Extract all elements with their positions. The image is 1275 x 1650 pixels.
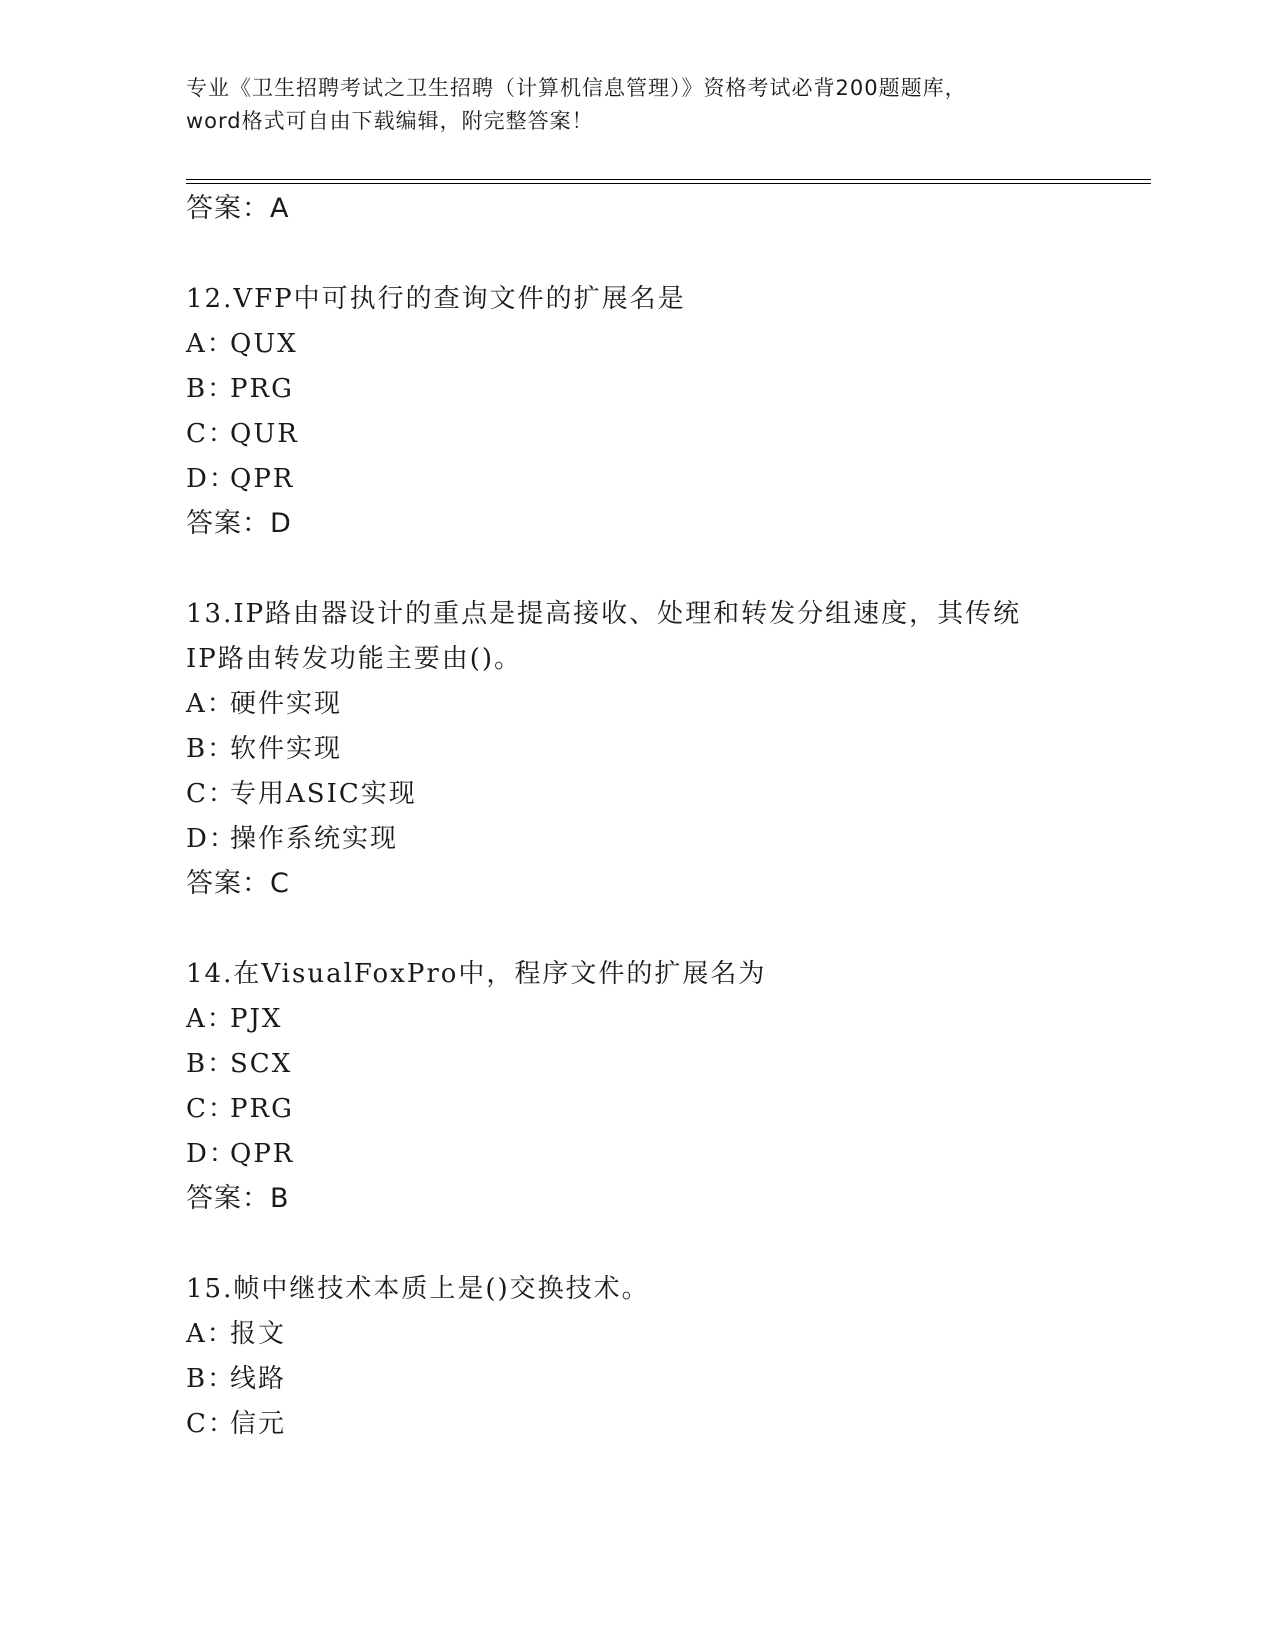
option-letter: B： bbox=[186, 1049, 236, 1079]
question-13-option-c bbox=[186, 779, 417, 809]
answer-previous: 答案：A bbox=[186, 193, 290, 224]
option-letter: B： bbox=[186, 1364, 236, 1394]
question-14-answer: 答案：B bbox=[186, 1183, 290, 1214]
question-13-title-line-2: IP路由转发功能主要由()。 bbox=[186, 644, 523, 674]
option-text: QPR bbox=[230, 1139, 295, 1169]
question-13-answer: 答案：C bbox=[186, 868, 290, 899]
question-14-option-b bbox=[186, 1049, 292, 1079]
question-13-option-d bbox=[186, 824, 398, 854]
option-text: 操作系统实现 bbox=[230, 824, 399, 854]
option-text: QPR bbox=[230, 464, 295, 494]
option-text: 线路 bbox=[230, 1364, 287, 1394]
question-12-title: 12.VFP中可执行的查询文件的扩展名是 bbox=[186, 284, 686, 314]
option-letter: B： bbox=[186, 734, 236, 764]
option-text: SCX bbox=[230, 1049, 293, 1079]
question-12-option-b bbox=[186, 374, 294, 404]
question-15-title: 15.帧中继技术本质上是()交换技术。 bbox=[186, 1274, 650, 1304]
question-14-option-c bbox=[186, 1094, 294, 1124]
option-text: 专用ASIC实现 bbox=[230, 779, 417, 809]
question-12-option-a bbox=[186, 329, 298, 359]
option-letter: D： bbox=[186, 824, 237, 854]
option-letter: D： bbox=[186, 464, 237, 494]
question-13-title-line-1: 13.IP路由器设计的重点是提高接收、处理和转发分组速度，其传统 bbox=[186, 599, 1022, 629]
option-letter: A： bbox=[186, 1319, 235, 1349]
header-line-2: word格式可自由下载编辑，附完整答案！ bbox=[186, 109, 594, 133]
option-letter: A： bbox=[186, 329, 235, 359]
question-13-option-a bbox=[186, 689, 342, 719]
option-text: 硬件实现 bbox=[230, 689, 343, 719]
option-letter: C： bbox=[186, 1094, 236, 1124]
option-text: 软件实现 bbox=[230, 734, 343, 764]
option-text: 信元 bbox=[230, 1409, 287, 1439]
header-divider-bottom bbox=[186, 183, 1151, 184]
option-text: QUR bbox=[230, 419, 299, 449]
question-12-answer: 答案：D bbox=[186, 508, 292, 539]
option-text: PRG bbox=[230, 1094, 294, 1124]
question-15-option-b bbox=[186, 1364, 286, 1394]
option-letter: C： bbox=[186, 779, 236, 809]
option-text: QUX bbox=[230, 329, 298, 359]
header-divider-top bbox=[186, 179, 1151, 180]
option-letter: C： bbox=[186, 1409, 236, 1439]
document-header bbox=[186, 72, 1086, 138]
question-15-option-a bbox=[186, 1319, 286, 1349]
header-line-1: 专业《卫生招聘考试之卫生招聘（计算机信息管理）》资格考试必背200题题库， bbox=[186, 76, 967, 100]
option-letter: C： bbox=[186, 419, 236, 449]
option-text: 报文 bbox=[230, 1319, 287, 1349]
question-13-option-b bbox=[186, 734, 342, 764]
question-14-option-a bbox=[186, 1004, 282, 1034]
option-text: PJX bbox=[230, 1004, 283, 1034]
question-14-option-d bbox=[186, 1139, 294, 1169]
question-12-option-d bbox=[186, 464, 294, 494]
option-letter: D： bbox=[186, 1139, 237, 1169]
option-text: PRG bbox=[230, 374, 294, 404]
option-letter: B： bbox=[186, 374, 236, 404]
option-letter: A： bbox=[186, 689, 235, 719]
question-15-option-c bbox=[186, 1409, 286, 1439]
question-14-title: 14.在VisualFoxPro中，程序文件的扩展名为 bbox=[186, 959, 767, 989]
option-letter: A： bbox=[186, 1004, 235, 1034]
question-12-option-c bbox=[186, 419, 299, 449]
